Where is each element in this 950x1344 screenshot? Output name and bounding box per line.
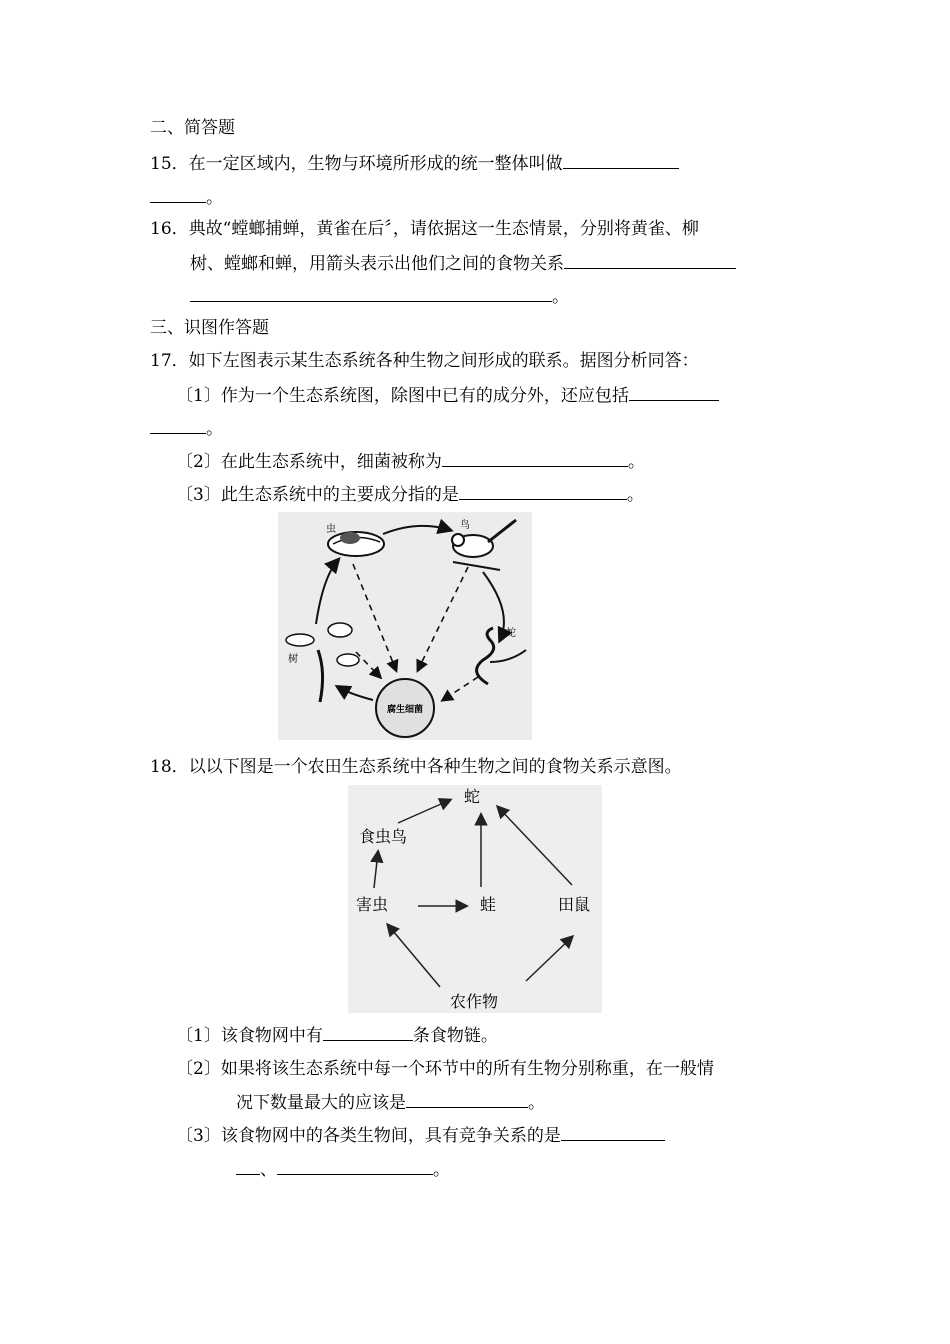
q18-p1-end: 条食物链。 — [412, 1026, 498, 1046]
q15-answer-blank-b[interactable] — [150, 186, 206, 203]
dash-insect-to-decomposer — [353, 564, 396, 670]
q18-number: 18． — [150, 757, 189, 777]
q17-p1-end: 。 — [206, 419, 223, 439]
food-web-figure — [348, 785, 602, 1013]
question-17-part1 — [176, 384, 719, 407]
arrow-pest-to-bird — [374, 852, 378, 888]
arrow-tree-to-insect — [316, 560, 338, 624]
q16-answer-blank-a[interactable] — [564, 252, 736, 269]
q16-number: 16． — [150, 219, 189, 239]
q17-number: 17． — [150, 351, 189, 371]
insect-drawing — [328, 532, 384, 556]
question-18-part2-line1: 〔2〕如果将该生态系统中每一个环节中的所有生物分别称重，在一般情 — [176, 1059, 714, 1079]
question-17-part2 — [176, 450, 645, 473]
label-insect: 虫 — [326, 524, 336, 535]
question-18-part3 — [176, 1124, 665, 1147]
section3-heading: 三、识图作答题 — [150, 318, 269, 338]
label-decomposer: 腐生细菌 — [386, 705, 424, 715]
arrow-crop-to-pest — [388, 925, 440, 987]
node-crop: 农作物 — [449, 992, 499, 1011]
q17-p1: 〔1〕作为一个生态系统图，除图中已有的成分外，还应包括 — [176, 386, 629, 406]
q18-p3-blank-b[interactable] — [236, 1158, 260, 1175]
label-snake: 蛇 — [506, 628, 516, 639]
food-web-diagram — [348, 785, 602, 1013]
label-tree: 树 — [288, 654, 298, 665]
arrow-bird-to-snake — [398, 800, 450, 823]
section2-heading: 二、简答题 — [150, 118, 235, 138]
dash-tree-to-decomposer — [356, 652, 380, 677]
node-snake: 蛇 — [463, 787, 481, 806]
node-mouse: 田鼠 — [557, 895, 591, 914]
question-16-line2 — [190, 252, 736, 275]
question-18-part1 — [176, 1024, 498, 1047]
question-18-part2-line2 — [236, 1091, 545, 1114]
q17-p2: 〔2〕在此生态系统中，细菌被称为 — [176, 452, 442, 472]
question-16-line1 — [150, 218, 699, 240]
q16-line1: 典故“螳螂捕蝉，黄雀在后〞，请依据这一生态情景，分别将黄雀、柳 — [188, 219, 699, 239]
arrow-mouse-to-snake — [498, 807, 572, 885]
arrow-decomposer-to-tree — [338, 687, 373, 700]
arrow-crop-to-mouse — [526, 937, 572, 981]
q15-text: 在一定区域内，生物与环境所形成的统一整体叫做 — [188, 154, 563, 174]
q18-p3-blank-c[interactable] — [277, 1158, 433, 1175]
question-17-part3 — [176, 483, 644, 506]
question-18-intro — [150, 756, 682, 778]
node-pest: 害虫 — [355, 895, 389, 914]
q18-intro: 以以下图是一个农田生态系统中各种生物之间的食物关系示意图。 — [188, 757, 682, 777]
question-18-part3-cont — [236, 1158, 450, 1181]
q18-p3-sep: 、 — [260, 1160, 277, 1180]
question-17-part1-cont — [150, 417, 223, 440]
arrow-insect-to-bird — [383, 526, 450, 534]
q18-p2-end: 。 — [528, 1093, 545, 1113]
q18-p3: 〔3〕该食物网中的各类生物间，具有竞争关系的是 — [176, 1126, 561, 1146]
q17-p3-blank[interactable] — [459, 483, 627, 500]
q17-p3: 〔3〕此生态系统中的主要成分指的是 — [176, 485, 459, 505]
q18-p3-blank-a[interactable] — [561, 1124, 665, 1141]
ecosystem-figure — [278, 512, 532, 740]
ecosystem-diagram — [278, 512, 532, 740]
node-bird: 食虫鸟 — [358, 827, 408, 846]
q16-line2: 树、螳螂和蝉，用箭头表示出他们之间的食物关系 — [190, 254, 564, 274]
q18-p3-end: 。 — [433, 1160, 450, 1180]
q17-p3-end: 。 — [626, 485, 644, 505]
q18-p1: 〔1〕该食物网中有 — [176, 1026, 323, 1046]
q18-p2-blank[interactable] — [406, 1091, 528, 1108]
q16-end: 。 — [552, 287, 569, 307]
label-bird: 鸟 — [460, 520, 470, 531]
question-17-intro — [150, 350, 699, 372]
dash-bird-to-decomposer — [418, 567, 468, 670]
q17-p1-blank-b[interactable] — [150, 417, 206, 434]
arrow-bird-to-snake — [483, 572, 504, 640]
q15-number: 15． — [150, 154, 189, 174]
node-frog: 蛙 — [479, 895, 497, 914]
q17-intro: 如下左图表示某生态系统各种生物之间形成的联系。据图分析同答： — [188, 351, 699, 371]
question-16-line3 — [190, 285, 569, 308]
question-15-line2 — [150, 186, 223, 209]
q17-p2-end: 。 — [627, 452, 645, 472]
q16-answer-blank-b[interactable] — [190, 285, 552, 302]
q18-p1-blank[interactable] — [323, 1024, 413, 1041]
dash-snake-to-decomposer — [443, 677, 478, 700]
q18-p2-line2: 况下数量最大的应该是 — [236, 1093, 406, 1113]
q17-p1-blank-a[interactable] — [629, 384, 719, 401]
question-15-line1 — [150, 152, 679, 175]
q15-answer-blank-a[interactable] — [563, 152, 679, 169]
q15-end: 。 — [206, 188, 223, 208]
q17-p2-blank[interactable] — [442, 450, 628, 467]
